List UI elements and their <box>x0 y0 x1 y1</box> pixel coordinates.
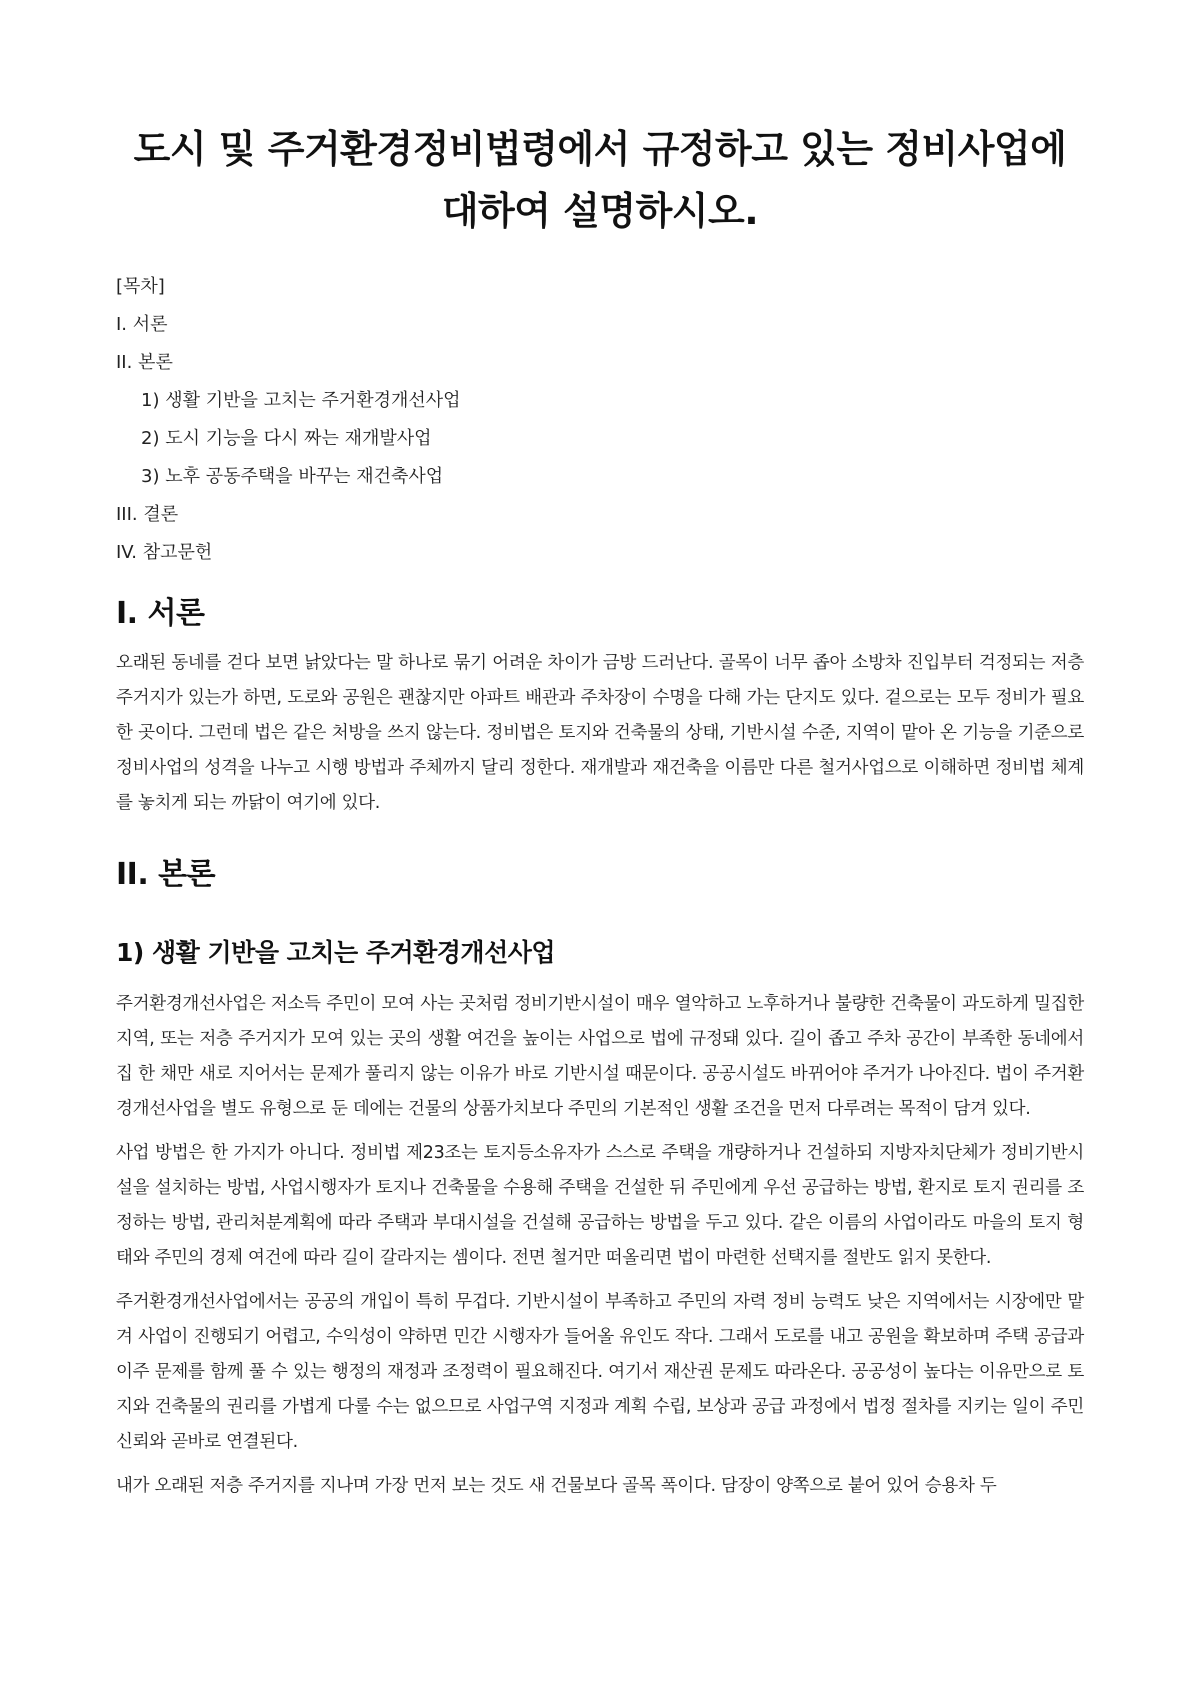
toc-item-conclusion: III. 결론 <box>116 504 179 525</box>
introduction-paragraph: 오래된 동네를 걷다 보면 낡았다는 말 하나로 묶기 어려운 차이가 금방 드러난다. 골목이 너무 좁아 소방차 진입부터 걱정되는 저층 주거지가 있는가 하면, 도로와 공원은 괜찮지만 아파트 배관과 주차장이 수명을 다해 가는 단지도 있다. 겉으로는 모두 정비가 필요한 곳이다. 그런데 법은 같은 처방을 쓰지 않는다. 정비법은 토지와 건축물의 상태, 기반시설 수준, 지역이 맡아 온 기능을 기준으로 정비사업의 성격을 나누고 시행 방법과 주체까지 달리 정한다. 재개발과 재건축을 이름만 다른 철거사업으로 이해하면 정비법 체계를 놓치게 되는 까닭이 여기에 있다. <box>116 653 1085 813</box>
toc-item-body-3: 3) 노후 공동주택을 바꾸는 재건축사업 <box>141 466 444 487</box>
section-heading-body: II. 본론 <box>116 857 216 892</box>
toc-item-introduction: I. 서론 <box>116 314 168 335</box>
body-paragraph: 주거환경개선사업에서는 공공의 개입이 특히 무겁다. 기반시설이 부족하고 주민의 자력 정비 능력도 낮은 지역에서는 시장에만 맡겨 사업이 진행되기 어렵고, 수익성이 약하면 민간 시행자가 들어올 유인도 작다. 그래서 도로를 내고 공원을 확보하며 주택 공급과 이주 문제를 함께 풀 수 있는 행정의 재정과 조정력이 필요해진다. 여기서 재산권 문제도 따라온다. 공공성이 높다는 이유만으로 토지와 건축물의 권리를 가볍게 다룰 수는 없으므로 사업구역 지정과 계획 수립, 보상과 공급 과정에서 법정 절차를 지키는 일이 주민 신뢰와 곧바로 연결된다. <box>116 1292 1084 1452</box>
section-heading-introduction: I. 서론 <box>116 596 205 631</box>
toc-item-body-2: 2) 도시 기능을 다시 짜는 재개발사업 <box>141 428 432 449</box>
body-paragraph: 내가 오래된 저층 주거지를 지나며 가장 먼저 보는 것도 새 건물보다 골목 폭이다. 담장이 양쪽으로 붙어 있어 승용차 두 <box>116 1476 997 1496</box>
toc-item-references: IV. 참고문헌 <box>116 542 213 563</box>
toc-item-body: II. 본론 <box>116 352 173 373</box>
toc-item-body-1: 1) 생활 기반을 고치는 주거환경개선사업 <box>141 390 461 411</box>
document-title: 도시 및 주거환경정비법령에서 규정하고 있는 정비사업에 대하여 설명하시오. <box>133 127 1067 233</box>
subsection-heading-residential-improvement: 1) 생활 기반을 고치는 주거환경개선사업 <box>116 938 556 967</box>
toc-label: [목차] <box>116 276 165 297</box>
table-of-contents <box>116 268 1084 572</box>
body-paragraph: 주거환경개선사업은 저소득 주민이 모여 사는 곳처럼 정비기반시설이 매우 열악하고 노후하거나 불량한 건축물이 과도하게 밀집한 지역, 또는 저층 주거지가 모여 있는 곳의 생활 여건을 높이는 사업으로 법에 규정돼 있다. 길이 좁고 주차 공간이 부족한 동네에서 집 한 채만 새로 지어서는 문제가 풀리지 않는 이유가 바로 기반시설 때문이다. 공공시설도 바뀌어야 주거가 나아진다. 법이 주거환경개선사업을 별도 유형으로 둔 데에는 건물의 상품가치보다 주민의 기본적인 생활 조건을 먼저 다루려는 목적이 담겨 있다. <box>116 994 1084 1119</box>
body-paragraph: 사업 방법은 한 가지가 아니다. 정비법 제23조는 토지등소유자가 스스로 주택을 개량하거나 건설하되 지방자치단체가 정비기반시설을 설치하는 방법, 사업시행자가 토지나 건축물을 수용해 주택을 건설한 뒤 주민에게 우선 공급하는 방법, 환지로 토지 권리를 조정하는 방법, 관리처분계획에 따라 주택과 부대시설을 건설해 공급하는 방법을 두고 있다. 같은 이름의 사업이라도 마을의 토지 형태와 주민의 경제 여건에 따라 길이 갈라지는 셈이다. 전면 철거만 떠올리면 법이 마련한 선택지를 절반도 읽지 못한다. <box>116 1143 1084 1268</box>
